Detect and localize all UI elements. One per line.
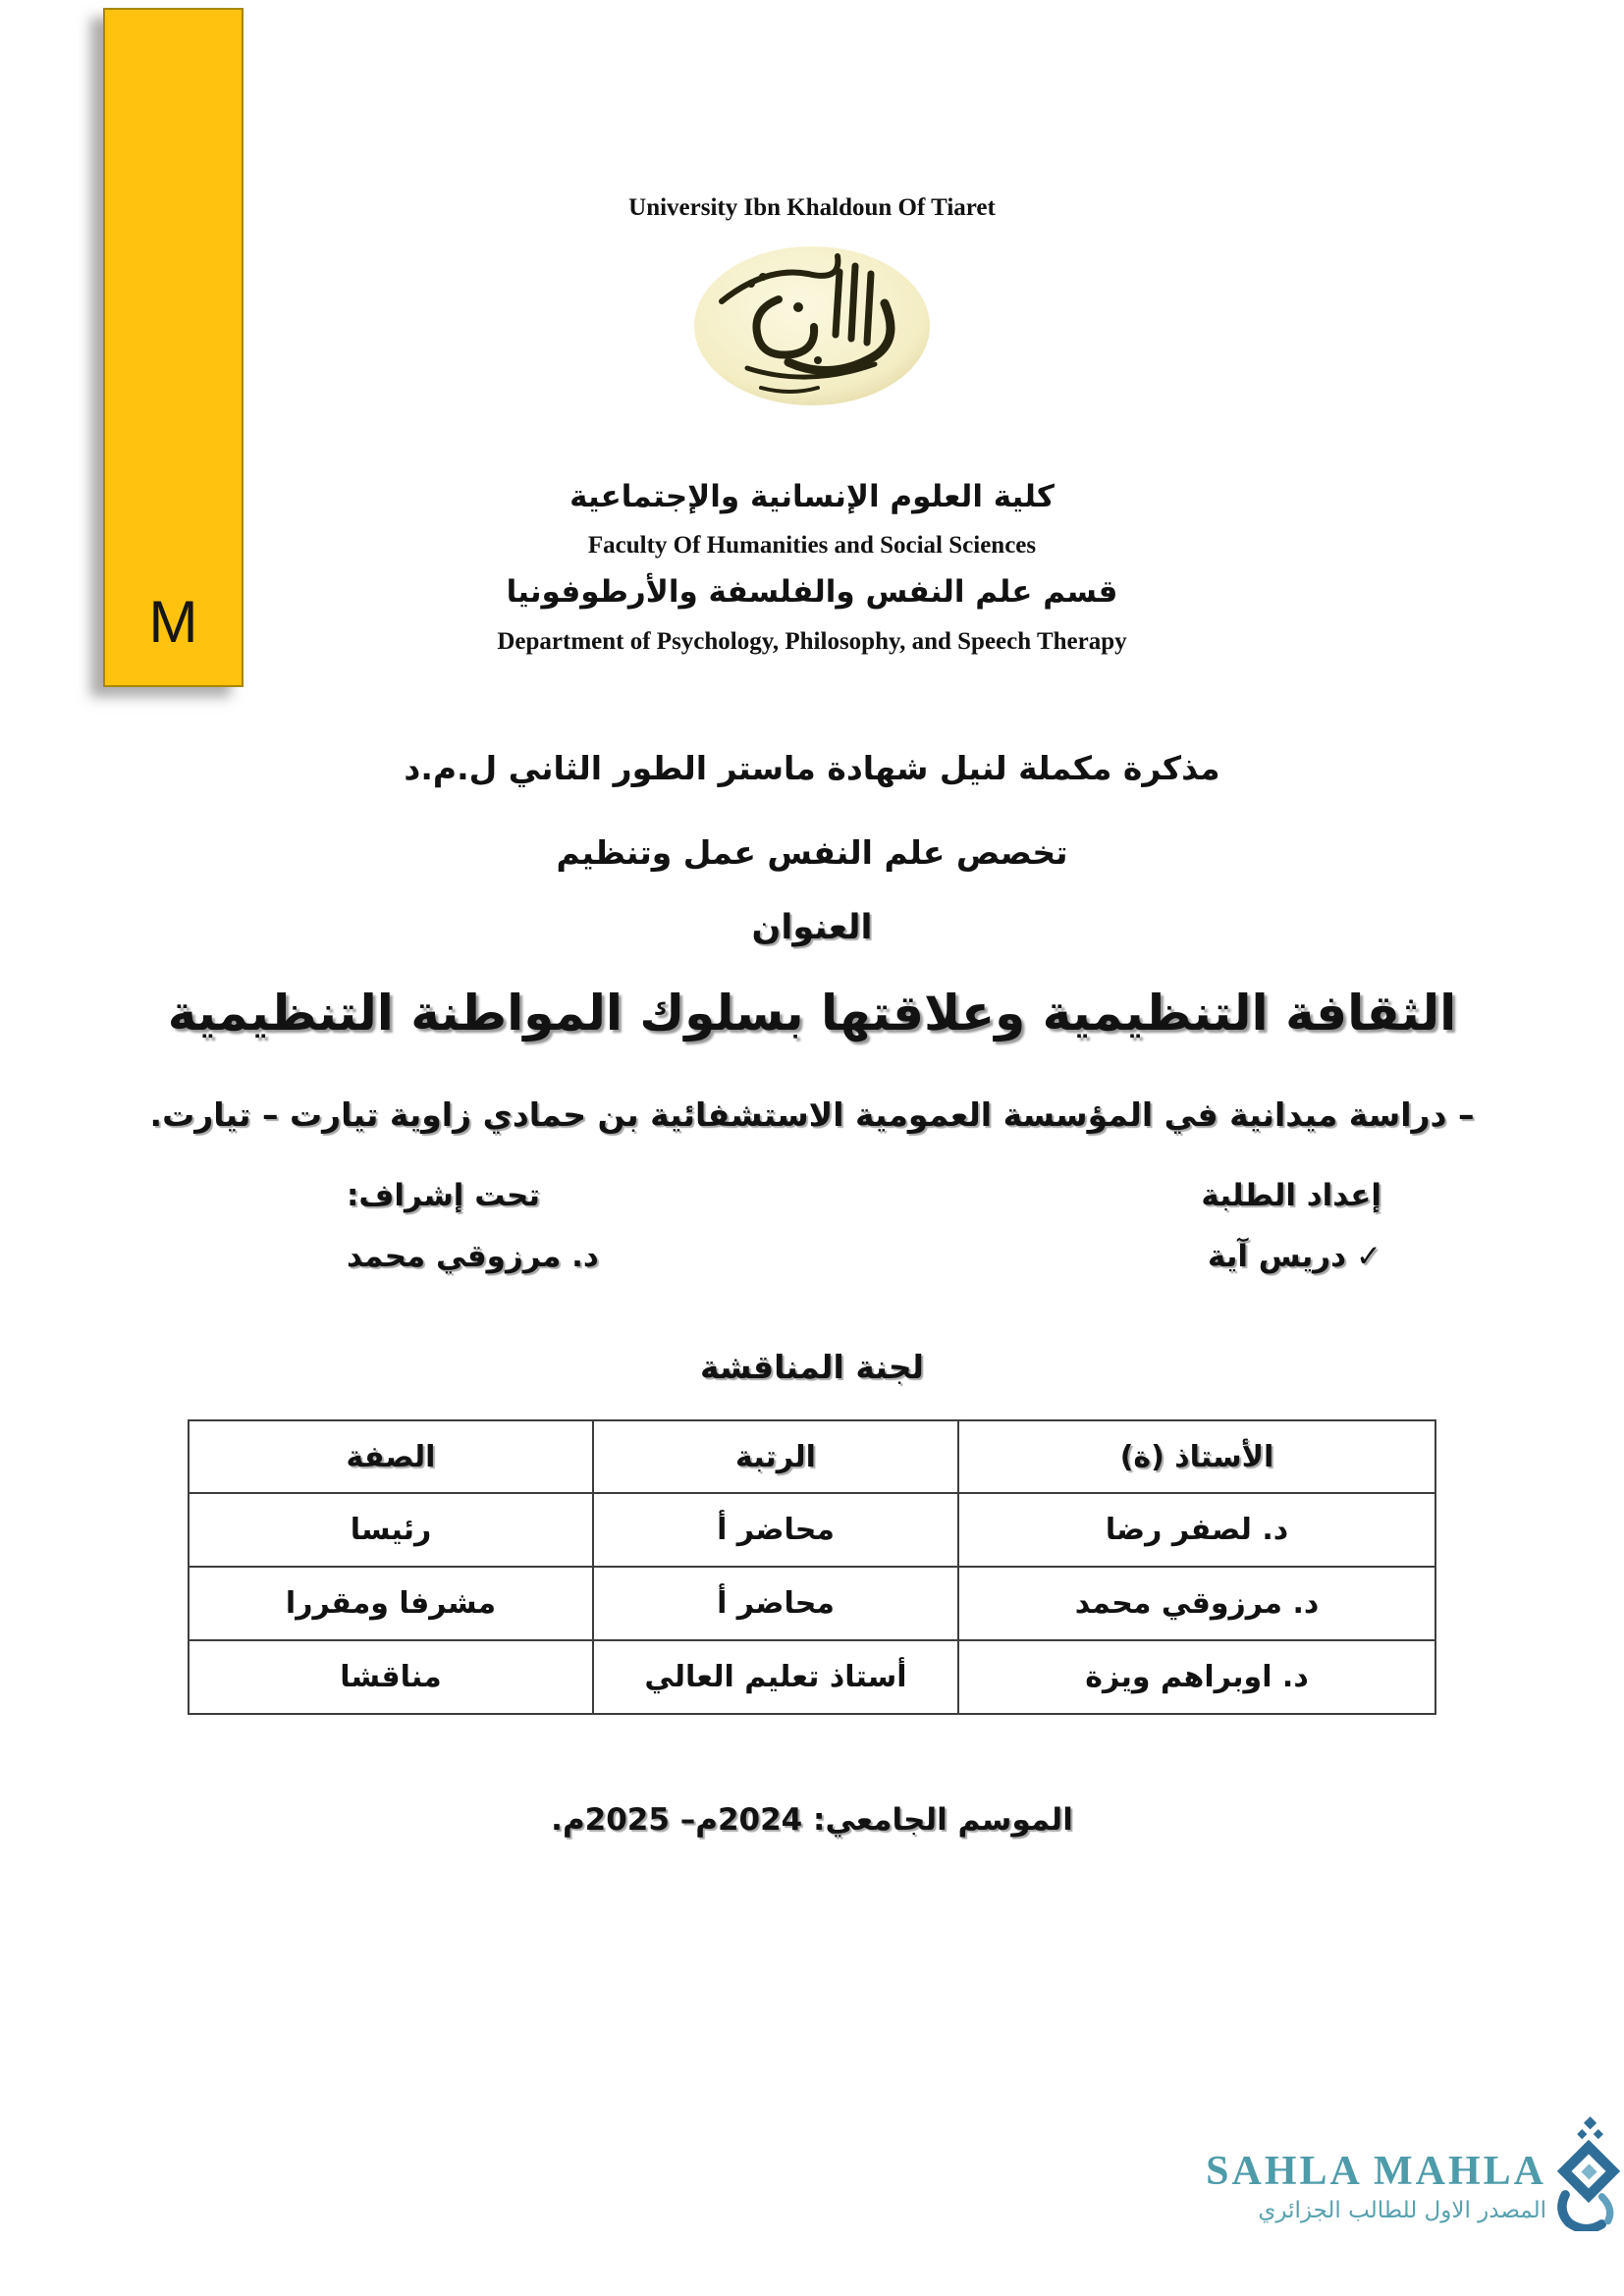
committee-role: مشرفا ومقررا	[189, 1567, 593, 1640]
university-name-en: University Ibn Khaldoun Of Tiaret	[628, 194, 996, 221]
faculty-name-ar: كلية العلوم الإنسانية والإجتماعية	[569, 478, 1055, 514]
supervisor-heading: تحت إشراف:	[347, 1178, 541, 1214]
column-professor: الأستاذ (ة)	[958, 1420, 1435, 1493]
committee-row	[189, 1640, 1435, 1714]
committee-rank: أستاذ تعليم العالي	[593, 1640, 958, 1714]
student-name-item	[1208, 1239, 1381, 1274]
title-label: العنوان	[751, 908, 873, 948]
committee-table	[188, 1419, 1436, 1715]
committee-professor: د. لصفر رضا	[958, 1493, 1435, 1567]
committee-row	[189, 1493, 1435, 1567]
committee-row	[189, 1567, 1435, 1640]
brand-tagline: المصدر الاول للطالب الجزائري	[1258, 2198, 1546, 2223]
thesis-subtitle: – دراسة ميدانية في المؤسسة العمومية الاستشفائية بن حمادي زاوية تيارت – تيارت.	[149, 1095, 1475, 1134]
side-bar-letter: M	[148, 589, 198, 655]
academic-year: الموسم الجامعي: 2024م– 2025م.	[551, 1802, 1073, 1839]
university-logo	[0, 244, 1624, 411]
committee-professor: د. اوبراهم ويزة	[958, 1640, 1435, 1714]
names-row	[0, 1239, 1624, 1274]
preparation-row	[0, 1178, 1624, 1213]
column-rank: الرتبة	[593, 1420, 958, 1493]
department-name-ar: قسم علم النفس والفلسفة والأرطوفونيا	[506, 574, 1118, 611]
yellow-side-bar	[103, 8, 244, 687]
committee-role: مناقشا	[189, 1640, 593, 1714]
faculty-name-en: Faculty Of Humanities and Social Sciences	[587, 531, 1037, 559]
committee-rank: محاضر أ	[593, 1493, 958, 1567]
thesis-title: الثقافة التنظيمية وعلاقتها بسلوك المواطنة التنظيمية	[167, 985, 1457, 1042]
sahla-mahla-logo	[1206, 2115, 1623, 2231]
committee-role: رئيسا	[189, 1493, 593, 1567]
university-seal-icon	[692, 244, 932, 407]
brand-name: SAHLA MAHLA	[1206, 2149, 1546, 2194]
supervisor-name: د. مرزوقي محمد	[347, 1239, 599, 1275]
committee-rank: محاضر أ	[593, 1567, 958, 1640]
brand-text	[1206, 2151, 1546, 2225]
committee-header-row	[189, 1420, 1435, 1493]
specialty-line: تخصص علم النفس عمل وتنظيم	[556, 832, 1068, 872]
committee-professor: د. مرزوقي محمد	[958, 1567, 1435, 1640]
student-name: دريس آية	[1207, 1239, 1347, 1275]
brand-emblem-icon	[1554, 2115, 1623, 2231]
column-role: الصفة	[189, 1420, 593, 1493]
check-icon: ✓	[1356, 1239, 1381, 1275]
department-name-en: Department of Psychology, Philosophy, and Speech Therapy	[497, 627, 1127, 655]
students-heading: إعداد الطلبة	[1201, 1178, 1381, 1214]
degree-line: مذكرة مكملة لنيل شهادة ماستر الطور الثاني ل.م.د	[404, 749, 1220, 788]
committee-heading: لجنة المناقشة	[699, 1348, 925, 1387]
